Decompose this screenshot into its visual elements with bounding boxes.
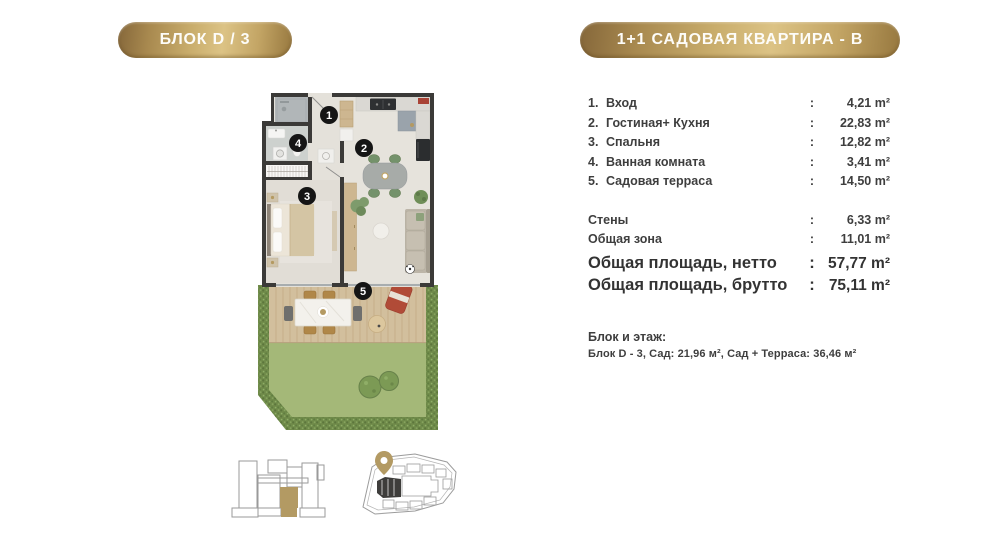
total-value: 57,77 m² xyxy=(827,254,890,272)
football xyxy=(406,265,415,274)
total-label: Общая площадь, брутто xyxy=(588,276,788,294)
room-number: 5. xyxy=(588,174,599,188)
site-plan-diagram xyxy=(355,445,485,545)
row-colon: : xyxy=(809,135,815,149)
room-list xyxy=(588,96,890,194)
area-totals xyxy=(588,254,890,299)
room-marker xyxy=(355,139,373,157)
hall-cabinet xyxy=(318,149,334,163)
summary-label: Стены xyxy=(588,212,629,227)
room-row xyxy=(588,116,890,136)
summary-row xyxy=(588,232,890,251)
room-number: 2. xyxy=(588,115,599,130)
garden-terrace xyxy=(256,280,440,430)
highlighted-block xyxy=(280,487,298,517)
room-row xyxy=(588,96,890,116)
block-floor-info xyxy=(588,330,890,360)
room-row xyxy=(588,135,890,155)
summary-value: 6,33 m² xyxy=(846,212,890,227)
svg-text:1: 1 xyxy=(325,109,333,122)
room-marker xyxy=(289,134,307,152)
row-colon: : xyxy=(809,96,815,110)
row-colon: : xyxy=(809,174,815,188)
block-badge-label: БЛОК D / 3 xyxy=(159,31,251,48)
apartment-info-panel xyxy=(588,96,890,360)
svg-text:5: 5 xyxy=(359,285,367,298)
apartment-interior xyxy=(262,93,434,287)
area-summary xyxy=(588,213,890,251)
shower-room xyxy=(275,97,308,124)
row-colon: : xyxy=(809,115,815,130)
room-area: 14,50 m² xyxy=(839,174,890,188)
svg-text:4: 4 xyxy=(294,137,302,150)
room-area: 4,21 m² xyxy=(846,96,890,110)
room-row xyxy=(588,155,890,175)
room-row xyxy=(588,174,890,194)
bedroom-bench xyxy=(332,211,337,251)
row-colon: : xyxy=(809,154,815,169)
room-label: Гостиная+ Кухня xyxy=(606,115,710,130)
row-colon: : xyxy=(809,276,815,294)
block-info-details: Блок D - 3, Сад: 21,96 м², Сад + Терраса: 36,46 м² xyxy=(588,347,857,360)
room-label: Вход xyxy=(606,96,637,110)
room-area: 22,83 m² xyxy=(839,115,890,130)
apartment-type-badge xyxy=(580,22,900,58)
entry-wardrobe xyxy=(340,101,353,141)
kitchen-counter xyxy=(398,111,416,131)
bed xyxy=(267,204,314,256)
selected-building-block xyxy=(377,477,401,498)
row-colon: : xyxy=(809,212,815,227)
room-area: 12,82 m² xyxy=(839,135,890,149)
block-info-title: Блок и этаж: xyxy=(588,329,667,344)
apartment-type-label: 1+1 САДОВАЯ КВАРТИРА - В xyxy=(616,31,864,48)
row-colon: : xyxy=(809,231,815,246)
kitchen-mat xyxy=(418,98,429,104)
total-row xyxy=(588,276,890,299)
room-marker xyxy=(354,282,372,300)
closet xyxy=(266,165,312,178)
room-number: 3. xyxy=(588,135,599,149)
svg-text:2: 2 xyxy=(360,142,368,155)
outdoor-side-table xyxy=(369,316,386,333)
room-marker xyxy=(320,106,338,124)
row-colon: : xyxy=(809,253,815,272)
building-elevation-diagram xyxy=(225,445,355,545)
floorplan-rendering xyxy=(256,85,440,430)
room-number: 4. xyxy=(588,154,599,169)
total-label: Общая площадь, нетто xyxy=(588,253,777,272)
summary-label: Общая зона xyxy=(588,231,662,246)
sofa xyxy=(405,209,432,273)
room-label: Ванная комната xyxy=(606,154,706,169)
room-label: Спальня xyxy=(606,135,660,149)
summary-value: 11,01 m² xyxy=(840,231,890,246)
plant xyxy=(414,190,428,204)
total-value: 75,11 m² xyxy=(828,277,890,294)
room-number: 1. xyxy=(588,96,599,110)
location-pin-icon xyxy=(375,451,393,475)
block-badge xyxy=(118,22,292,58)
room-marker xyxy=(298,187,316,205)
total-row xyxy=(588,254,890,277)
pouf xyxy=(373,223,389,239)
svg-text:3: 3 xyxy=(303,190,311,203)
room-label: Садовая терраса xyxy=(606,174,713,188)
summary-row xyxy=(588,213,890,232)
room-area: 3,41 m² xyxy=(846,154,890,169)
